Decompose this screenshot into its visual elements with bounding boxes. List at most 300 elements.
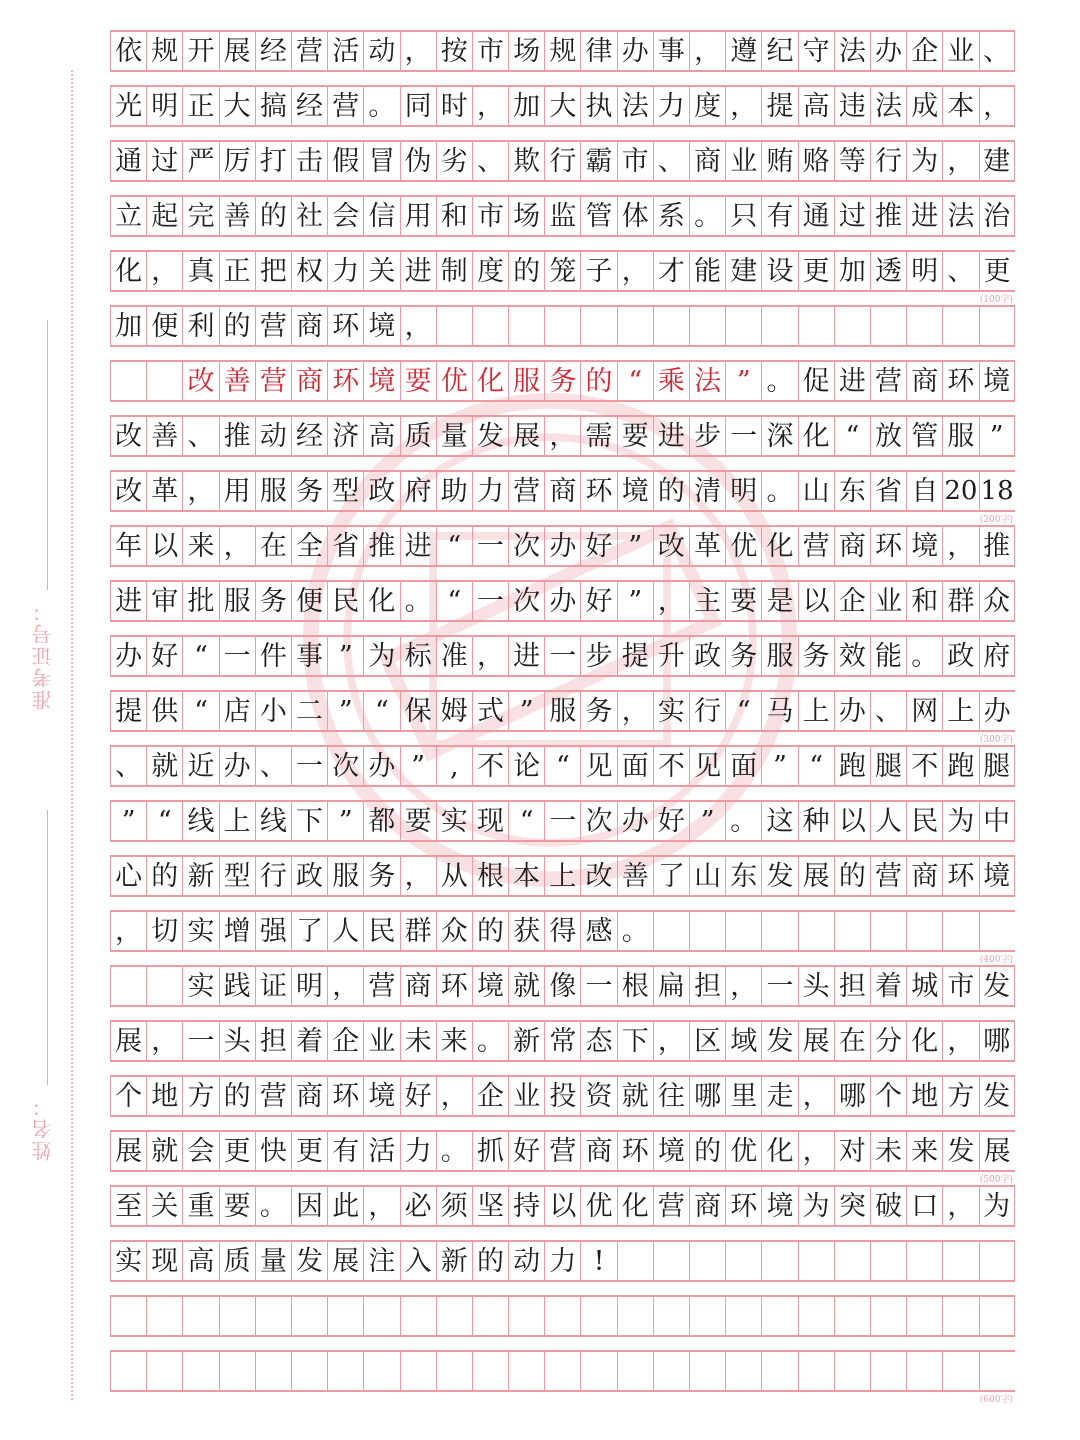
grid-cell: 次 — [580, 802, 616, 840]
word-count-marker: (600字) — [978, 1392, 1015, 1405]
grid-cell: 放 — [870, 417, 906, 455]
grid-cell — [400, 1352, 436, 1390]
grid-cell: 明 — [146, 87, 182, 125]
grid-cell: 环 — [580, 472, 616, 510]
grid-cell: ， — [400, 307, 436, 345]
grid-cell: 展 — [979, 1132, 1015, 1170]
grid-cell: 保 — [400, 692, 436, 730]
grid-cell: 的 — [834, 857, 870, 895]
grid-cell: 打 — [255, 142, 291, 180]
grid-cell: 政 — [942, 637, 978, 675]
grid-cell: 一 — [219, 637, 255, 675]
grid-cell: 环 — [942, 362, 978, 400]
grid-cell — [798, 1242, 834, 1280]
grid-cell: 优 — [725, 1132, 761, 1170]
grid-cell: 境 — [979, 857, 1015, 895]
grid-cell: 事 — [653, 32, 689, 70]
grid-cell: 。 — [725, 802, 761, 840]
grid-cell: 商 — [291, 362, 327, 400]
grid-cell: 入 — [400, 1242, 436, 1280]
grid-cell: 新 — [182, 857, 218, 895]
grid-cell: 下 — [617, 1022, 653, 1060]
grid-cell: 善 — [146, 417, 182, 455]
grid-cell: 用 — [400, 197, 436, 235]
grid-cell — [580, 1352, 616, 1390]
grid-cell — [689, 307, 725, 345]
grid-cell: 社 — [291, 197, 327, 235]
grid-cell: 济 — [327, 417, 363, 455]
grid-cell: 证 — [255, 967, 291, 1005]
grid-row — [110, 30, 1015, 72]
grid-cell: 质 — [219, 1242, 255, 1280]
grid-cell: 提 — [110, 692, 146, 730]
grid-cell: 发 — [291, 1242, 327, 1280]
grid-cell: 劣 — [436, 142, 472, 180]
grid-cell: 好 — [146, 637, 182, 675]
grid-cell: 击 — [291, 142, 327, 180]
grid-cell: 都 — [363, 802, 399, 840]
grid-cell — [979, 1297, 1015, 1335]
grid-cell: 法 — [834, 32, 870, 70]
grid-cell: 切 — [146, 912, 182, 950]
grid-cell: 力 — [653, 87, 689, 125]
grid-cell: 。 — [761, 362, 797, 400]
grid-cell: 营 — [870, 857, 906, 895]
grid-cell: 担 — [689, 967, 725, 1005]
grid-cell — [508, 1352, 544, 1390]
grid-cell: 展 — [110, 1022, 146, 1060]
grid-cell: 不 — [653, 747, 689, 785]
grid-cell: 关 — [363, 252, 399, 290]
grid-cell: ， — [146, 1022, 182, 1060]
grid-cell — [182, 1352, 218, 1390]
grid-cell: 增 — [219, 912, 255, 950]
grid-cell: 务 — [291, 472, 327, 510]
grid-cell: 高 — [363, 417, 399, 455]
grid-cell: 关 — [146, 1187, 182, 1225]
grid-cell: 进 — [110, 582, 146, 620]
grid-cell: 展 — [327, 1242, 363, 1280]
grid-cell: ， — [942, 1022, 978, 1060]
grid-cell: 见 — [580, 747, 616, 785]
grid-cell: ， — [327, 967, 363, 1005]
grid-cell: 下 — [291, 802, 327, 840]
grid-cell: 完 — [182, 197, 218, 235]
grid-cell: ” — [327, 692, 363, 730]
grid-cell: 务 — [255, 582, 291, 620]
grid-cell: 好 — [508, 1132, 544, 1170]
grid-cell: 化 — [617, 1187, 653, 1225]
grid-cell: 力 — [544, 1242, 580, 1280]
grid-row — [110, 1185, 1015, 1227]
composition-grid — [110, 30, 1015, 1405]
grid-cell: 营 — [255, 362, 291, 400]
grid-cell: 质 — [400, 417, 436, 455]
grid-cell: 加 — [834, 252, 870, 290]
grid-cell: 发 — [979, 1077, 1015, 1115]
grid-row — [110, 415, 1015, 457]
grid-cell: 来 — [436, 1022, 472, 1060]
grid-cell: 上 — [942, 692, 978, 730]
grid-cell: 方 — [182, 1077, 218, 1115]
grid-cell: 改 — [110, 417, 146, 455]
grid-cell: 。 — [400, 582, 436, 620]
grid-cell: 的 — [653, 472, 689, 510]
grid-cell: ” — [979, 417, 1015, 455]
grid-cell — [870, 912, 906, 950]
grid-cell: 哪 — [834, 1077, 870, 1115]
grid-cell: 域 — [725, 1022, 761, 1060]
grid-cell: 假 — [327, 142, 363, 180]
grid-cell: 企 — [834, 582, 870, 620]
grid-cell: 担 — [255, 1022, 291, 1060]
grid-cell: 严 — [182, 142, 218, 180]
grid-cell: 正 — [219, 252, 255, 290]
grid-cell: 起 — [146, 197, 182, 235]
grid-cell — [942, 307, 978, 345]
grid-cell: 会 — [327, 197, 363, 235]
grid-cell: 实 — [182, 967, 218, 1005]
grid-cell: 群 — [942, 582, 978, 620]
grid-cell: 管 — [580, 197, 616, 235]
grid-cell: 上 — [219, 802, 255, 840]
grid-cell: 革 — [689, 527, 725, 565]
grid-cell — [544, 1352, 580, 1390]
grid-cell: 就 — [146, 1132, 182, 1170]
grid-cell — [508, 1297, 544, 1335]
grid-cell: 腿 — [979, 747, 1015, 785]
grid-cell: 化 — [472, 362, 508, 400]
grid-cell: 进 — [906, 197, 942, 235]
grid-cell: 事 — [291, 637, 327, 675]
grid-cell: 优 — [580, 1187, 616, 1225]
grid-cell: 群 — [400, 912, 436, 950]
grid-cell: 务 — [798, 637, 834, 675]
grid-cell: 投 — [544, 1077, 580, 1115]
grid-cell: 提 — [617, 637, 653, 675]
grid-cell — [363, 1297, 399, 1335]
grid-cell: 好 — [580, 582, 616, 620]
grid-cell: 立 — [110, 197, 146, 235]
grid-cell — [761, 1297, 797, 1335]
grid-cell: 必 — [400, 1187, 436, 1225]
grid-cell: 优 — [725, 527, 761, 565]
grid-cell: 个 — [870, 1077, 906, 1115]
grid-cell: 只 — [725, 197, 761, 235]
grid-cell: 有 — [327, 1132, 363, 1170]
grid-cell: 服 — [508, 362, 544, 400]
grid-cell: 坚 — [472, 1187, 508, 1225]
grid-cell: 。 — [363, 87, 399, 125]
grid-cell — [942, 912, 978, 950]
grid-cell: 分 — [870, 1022, 906, 1060]
grid-cell — [255, 1297, 291, 1335]
grid-cell — [798, 307, 834, 345]
grid-cell: 环 — [617, 1132, 653, 1170]
grid-cell: 走 — [761, 1077, 797, 1115]
grid-cell: 环 — [725, 1187, 761, 1225]
grid-cell — [544, 307, 580, 345]
grid-cell: ， — [689, 32, 725, 70]
grid-cell: 山 — [689, 857, 725, 895]
grid-cell: 在 — [255, 527, 291, 565]
grid-cell — [870, 1297, 906, 1335]
grid-row — [110, 745, 1015, 787]
grid-cell: 能 — [870, 637, 906, 675]
grid-cell: 环 — [436, 967, 472, 1005]
grid-cell: 一 — [580, 967, 616, 1005]
grid-cell: ， — [942, 527, 978, 565]
grid-cell: 。 — [617, 912, 653, 950]
grid-cell: 推 — [363, 527, 399, 565]
grid-cell: 体 — [617, 197, 653, 235]
grid-cell: 高 — [798, 87, 834, 125]
grid-row — [110, 1020, 1015, 1062]
grid-cell — [617, 1242, 653, 1280]
grid-cell: “ — [544, 747, 580, 785]
grid-cell: 办 — [834, 692, 870, 730]
grid-cell: 服 — [761, 637, 797, 675]
grid-cell: 境 — [979, 362, 1015, 400]
grid-cell: 一 — [182, 1022, 218, 1060]
grid-cell: 。 — [761, 472, 797, 510]
name-label: 姓名： — [31, 1095, 55, 1161]
grid-cell: ! — [580, 1242, 616, 1280]
grid-cell — [979, 1352, 1015, 1390]
grid-cell: 上 — [798, 692, 834, 730]
grid-cell: 区 — [689, 1022, 725, 1060]
grid-cell: 升 — [653, 637, 689, 675]
grid-cell: 对 — [834, 1132, 870, 1170]
grid-cell: 通 — [110, 142, 146, 180]
grid-cell: 突 — [834, 1187, 870, 1225]
grid-cell: 服 — [544, 692, 580, 730]
grid-cell: 力 — [400, 1132, 436, 1170]
grid-cell: 明 — [725, 472, 761, 510]
grid-cell — [725, 1297, 761, 1335]
grid-cell: 管 — [906, 417, 942, 455]
grid-cell: 进 — [508, 637, 544, 675]
grid-cell: 了 — [291, 912, 327, 950]
grid-cell: “ — [798, 747, 834, 785]
grid-cell: 批 — [182, 582, 218, 620]
grid-cell: 发 — [761, 857, 797, 895]
grid-cell: 以 — [544, 1187, 580, 1225]
grid-cell — [146, 362, 182, 400]
grid-cell: 欺 — [508, 142, 544, 180]
grid-cell: 商 — [400, 967, 436, 1005]
grid-cell: 本 — [942, 87, 978, 125]
grid-cell: 办 — [617, 32, 653, 70]
grid-cell: 的 — [508, 252, 544, 290]
grid-cell: 要 — [725, 582, 761, 620]
grid-cell: ， — [472, 87, 508, 125]
grid-cell: “ — [508, 802, 544, 840]
grid-cell: 笼 — [544, 252, 580, 290]
grid-row — [110, 195, 1015, 237]
grid-cell: 见 — [689, 747, 725, 785]
grid-cell — [798, 1352, 834, 1390]
word-count-marker: (400字) — [978, 952, 1015, 965]
grid-cell: 中 — [979, 802, 1015, 840]
grid-cell — [725, 912, 761, 950]
grid-cell: 量 — [255, 1242, 291, 1280]
name-line — [47, 810, 48, 1085]
grid-cell: 和 — [906, 582, 942, 620]
grid-cell — [653, 1242, 689, 1280]
grid-cell — [617, 1352, 653, 1390]
grid-cell: 的 — [146, 857, 182, 895]
grid-cell: 革 — [146, 472, 182, 510]
grid-cell: ” — [617, 582, 653, 620]
grid-cell: 活 — [327, 32, 363, 70]
grid-cell — [472, 1352, 508, 1390]
grid-cell: 为 — [979, 1187, 1015, 1225]
grid-cell: 不 — [472, 747, 508, 785]
grid-cell: 府 — [400, 472, 436, 510]
grid-row — [110, 965, 1015, 1007]
grid-cell: ， — [942, 1187, 978, 1225]
grid-cell — [110, 1352, 146, 1390]
grid-cell: 赂 — [798, 142, 834, 180]
grid-cell: 营 — [255, 307, 291, 345]
grid-cell — [906, 1352, 942, 1390]
grid-cell — [761, 307, 797, 345]
grid-cell: 业 — [725, 142, 761, 180]
grid-cell: 权 — [291, 252, 327, 290]
grid-cell: 根 — [617, 967, 653, 1005]
grid-cell — [870, 1242, 906, 1280]
grid-cell: 式 — [472, 692, 508, 730]
grid-cell: 像 — [544, 967, 580, 1005]
grid-cell: 依 — [110, 32, 146, 70]
grid-row — [110, 85, 1015, 127]
grid-cell: 省 — [870, 472, 906, 510]
grid-cell: 律 — [580, 32, 616, 70]
grid-cell: 以 — [798, 582, 834, 620]
grid-cell: 场 — [508, 32, 544, 70]
grid-cell — [110, 362, 146, 400]
grid-cell: 城 — [906, 967, 942, 1005]
grid-cell — [870, 307, 906, 345]
grid-cell: 业 — [363, 1022, 399, 1060]
grid-cell: 姆 — [436, 692, 472, 730]
grid-cell: 市 — [617, 142, 653, 180]
grid-cell: 成 — [906, 87, 942, 125]
grid-cell: 经 — [291, 87, 327, 125]
grid-cell: 善 — [219, 362, 255, 400]
grid-cell: 行 — [255, 857, 291, 895]
grid-cell: 往 — [653, 1077, 689, 1115]
grid-cell: 化 — [906, 1022, 942, 1060]
grid-cell: 企 — [472, 1077, 508, 1115]
grid-cell: 来 — [182, 527, 218, 565]
grid-cell: 商 — [906, 362, 942, 400]
grid-cell: 现 — [472, 802, 508, 840]
grid-row — [110, 1295, 1015, 1337]
grid-cell: 的 — [472, 1242, 508, 1280]
grid-cell: 政 — [689, 637, 725, 675]
grid-cell: 供 — [146, 692, 182, 730]
grid-cell: 来 — [906, 1132, 942, 1170]
grid-cell: 进 — [834, 362, 870, 400]
grid-cell — [291, 1352, 327, 1390]
grid-cell: 为 — [363, 637, 399, 675]
grid-cell: 发 — [472, 417, 508, 455]
grid-cell: 从 — [436, 857, 472, 895]
grid-cell: 设 — [761, 252, 797, 290]
grid-row — [110, 470, 1015, 525]
grid-cell: 论 — [508, 747, 544, 785]
grid-cell — [508, 307, 544, 345]
grid-cell: 资 — [580, 1077, 616, 1115]
grid-cell: 店 — [219, 692, 255, 730]
grid-cell: 为 — [906, 142, 942, 180]
grid-cell — [689, 1297, 725, 1335]
grid-cell: 会 — [182, 1132, 218, 1170]
grid-cell: ” — [327, 637, 363, 675]
grid-cell: 次 — [508, 582, 544, 620]
grid-cell: 展 — [219, 32, 255, 70]
grid-cell: 行 — [689, 692, 725, 730]
grid-cell — [146, 1297, 182, 1335]
grid-cell: 过 — [146, 142, 182, 180]
grid-cell — [689, 912, 725, 950]
grid-cell: 要 — [617, 417, 653, 455]
grid-cell: 的 — [472, 912, 508, 950]
grid-cell: 二 — [291, 692, 327, 730]
grid-cell: 规 — [146, 32, 182, 70]
grid-cell: 境 — [653, 1132, 689, 1170]
grid-cell: 、 — [472, 142, 508, 180]
grid-cell: 子 — [580, 252, 616, 290]
grid-cell — [798, 1297, 834, 1335]
grid-cell: 常 — [544, 1022, 580, 1060]
grid-cell: 型 — [219, 857, 255, 895]
grid-cell: 商 — [580, 1132, 616, 1170]
candidate-number-line — [47, 320, 48, 590]
grid-cell: 进 — [653, 417, 689, 455]
grid-cell: 是 — [761, 582, 797, 620]
grid-cell: 业 — [942, 32, 978, 70]
grid-cell: 、 — [110, 747, 146, 785]
grid-cell: 持 — [508, 1187, 544, 1225]
grid-cell — [544, 1297, 580, 1335]
grid-cell — [146, 967, 182, 1005]
grid-cell — [653, 1352, 689, 1390]
grid-cell: ， — [798, 1132, 834, 1170]
grid-cell: 推 — [979, 527, 1015, 565]
grid-cell: 办 — [617, 802, 653, 840]
grid-cell: ， — [182, 472, 218, 510]
grid-cell: 通 — [798, 197, 834, 235]
grid-cell: 营 — [327, 87, 363, 125]
grid-cell: 化 — [761, 1132, 797, 1170]
grid-row — [110, 250, 1015, 305]
grid-cell: ， — [400, 32, 436, 70]
grid-cell: 办 — [544, 582, 580, 620]
grid-cell: ， — [400, 857, 436, 895]
grid-cell: 力 — [327, 252, 363, 290]
grid-cell — [906, 1242, 942, 1280]
grid-cell: 推 — [870, 197, 906, 235]
grid-cell: 营 — [363, 967, 399, 1005]
grid-cell: 力 — [472, 472, 508, 510]
grid-cell: 新 — [436, 1242, 472, 1280]
grid-cell: 快 — [255, 1132, 291, 1170]
grid-cell: 东 — [834, 472, 870, 510]
grid-cell: 优 — [436, 362, 472, 400]
